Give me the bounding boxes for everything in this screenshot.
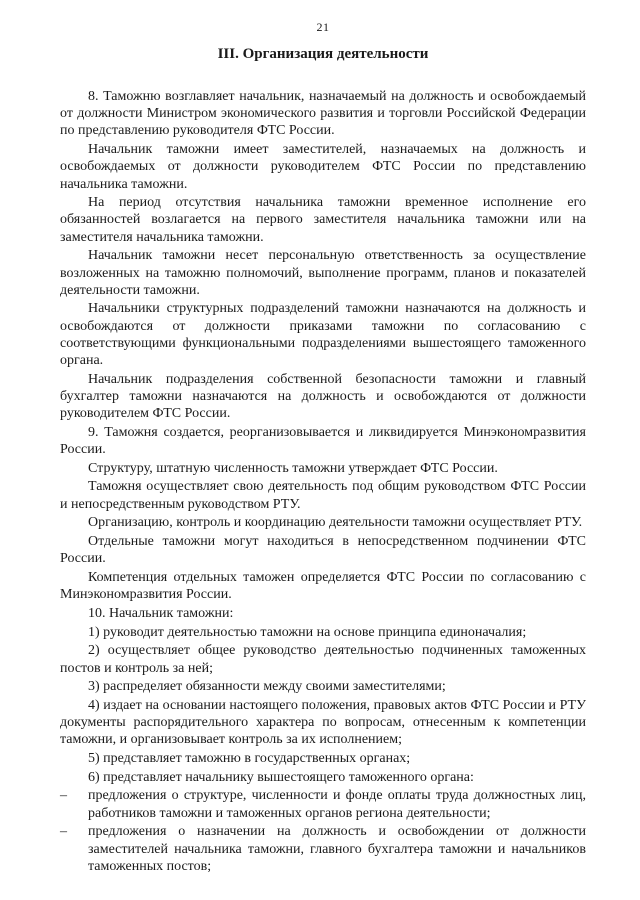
paragraph-responsibility: Начальник таможни несет персональную ответственность за осуществление возложенных на таможню полномочий, выполнение программ, планов и показателей деятельности таможни. — [60, 248, 586, 298]
paragraph-8: 8. Таможню возглавляет начальник, назначаемый на должность и освобождаемый от должности Министром экономического развития и торговли Российской Федерации по представлению руководителя ФТС России. — [60, 89, 586, 139]
paragraph-deputies: Начальник таможни имеет заместителей, назначаемых на должность и освобождаемых от должности руководителем ФТС России по представлению начальника таможни. — [60, 142, 586, 192]
list-item-6: 6) представляет начальнику вышестоящего таможенного органа: — [88, 769, 474, 785]
list-item-3: 3) распределяет обязанности между своими заместителями; — [88, 679, 446, 695]
bullet-item-structure — [60, 787, 586, 821]
page-number: 21 — [316, 20, 330, 34]
paragraph-competence: Компетенция отдельных таможен определяется ФТС России по согласованию с Минэкономразвития России. — [60, 569, 586, 603]
paragraph-structure: Структуру, штатную численность таможни утверждает ФТС России. — [88, 460, 498, 476]
paragraph-security-accountant: Начальник подразделения собственной безопасности таможни и главный бухгалтер таможни назначаются на должность и освобождаются от должности руководителем ФТС России. — [60, 371, 586, 422]
paragraph-division-heads: Начальники структурных подразделений таможни назначаются на должность и освобождаются от должности приказами таможни по согласованию с соответствующими функциональными подразделениями вышестоящего таможенного органа. — [60, 301, 586, 369]
paragraph-guidance: Таможня осуществляет свою деятельность под общим руководством ФТС России и непосредственным руководством РТУ. — [60, 479, 586, 512]
paragraph-direct-subordination: Отдельные таможни могут находиться в непосредственном подчинении ФТС России. — [60, 534, 586, 567]
document-page — [60, 0, 586, 900]
document-body — [60, 88, 586, 876]
section-title: III. Организация деятельности — [217, 46, 429, 62]
list-item-4: 4) издает на основании настоящего положения, правовых актов ФТС России и РТУ документы распорядительного характера по вопросам, отнесенным к компетенции таможни, и организовывает контроль за их исполнением; — [60, 697, 586, 748]
paragraph-absence: На период отсутствия начальника таможни временное исполнение его обязанностей возлагается на первого заместителя начальника таможни или на заместителя начальника таможни. — [60, 195, 586, 245]
bullet-text: предложения о структуре, численности и фонде оплаты труда должностных лиц, работников таможни и таможенных органов региона деятельности; — [88, 788, 586, 821]
bullet-text: предложения о назначении на должность и освобождении от должности заместителей начальника таможни, главного бухгалтера таможни и начальников таможенных постов; — [88, 824, 586, 874]
bullet-item-appointments — [60, 823, 586, 875]
list-item-5: 5) представляет таможню в государственных органах; — [88, 751, 411, 767]
list-item-1: 1) руководит деятельностью таможни на основе принципа единоначалия; — [88, 624, 527, 640]
paragraph-10: 10. Начальник таможни: — [88, 605, 234, 621]
dash-marker: – — [60, 788, 67, 804]
list-item-2: 2) осуществляет общее руководство деятельностью подчиненных таможенных постов и контроль за ней; — [60, 643, 586, 676]
dash-marker: – — [60, 824, 67, 840]
paragraph-coordination: Организацию, контроль и координацию деятельности таможни осуществляет РТУ. — [88, 515, 583, 531]
paragraph-9: 9. Таможня создается, реорганизовывается и ликвидируется Минэкономразвития России. — [60, 424, 586, 458]
